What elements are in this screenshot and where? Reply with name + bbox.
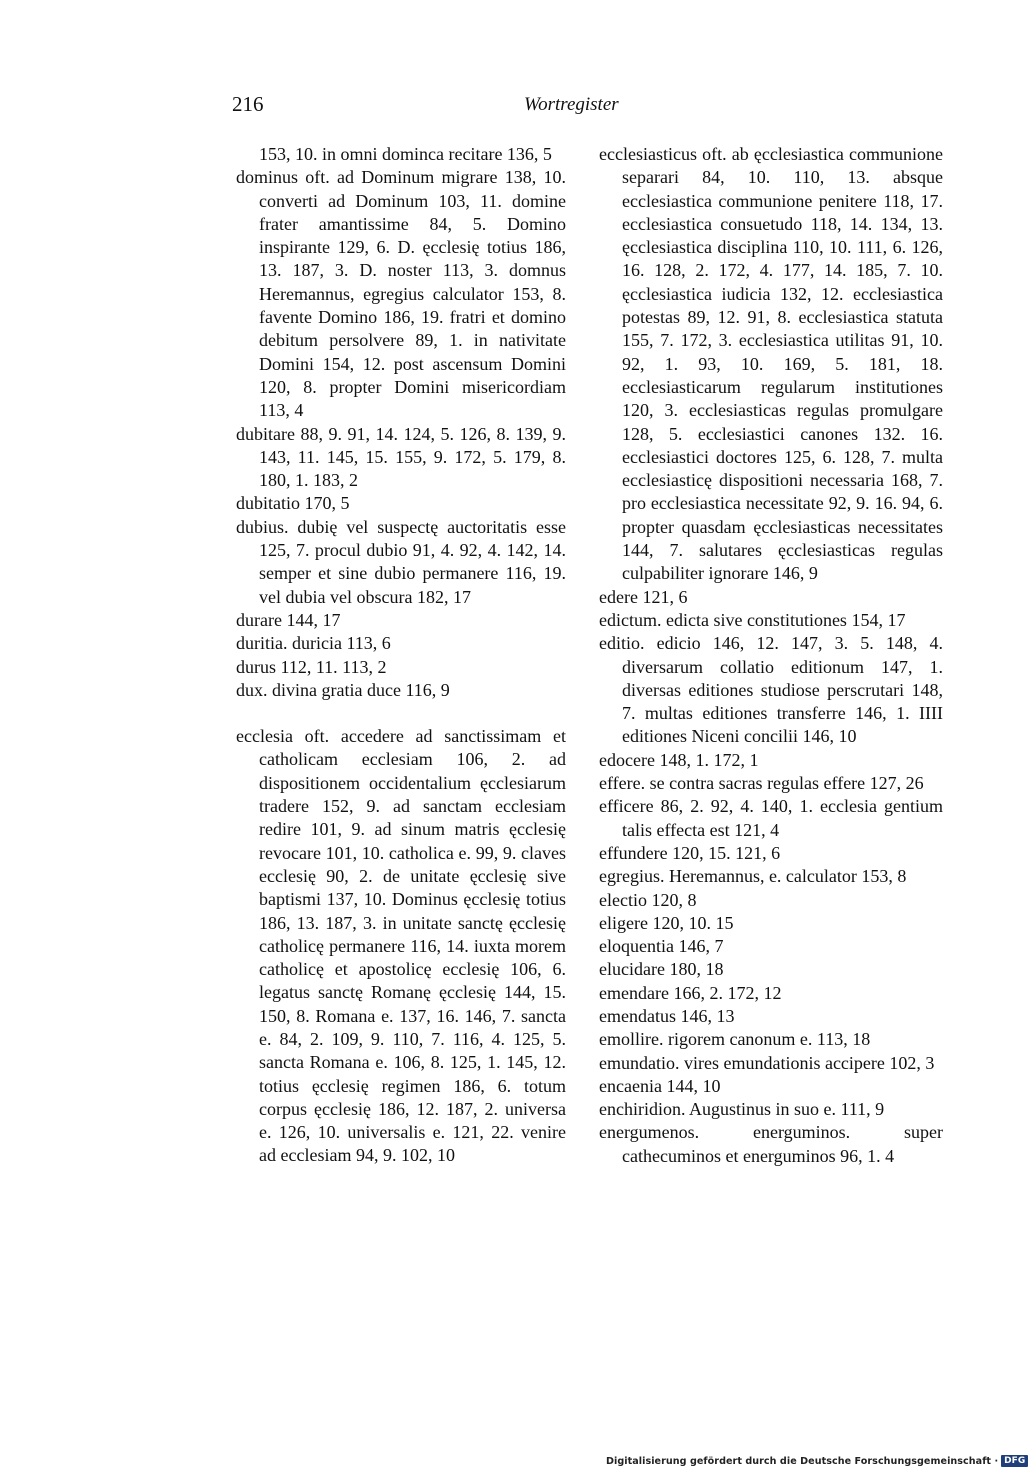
index-entry: eloquentia 146, 7 xyxy=(599,936,724,957)
index-entry: elucidare 180, 18 xyxy=(599,959,724,980)
index-entry: dubitatio 170, 5 xyxy=(236,493,350,514)
credit-text: Digitalisierung gefördert durch die Deutsche Forschungsgemeinschaft · xyxy=(606,1456,999,1467)
index-entry: duritia. duricia 113, 6 xyxy=(236,633,391,654)
index-entry: energumenos. energuminos. super cathecuminos et energuminos 96, 1. 4 xyxy=(599,1122,943,1166)
dfg-logo: DFG xyxy=(1001,1455,1028,1467)
index-entry: durare 144, 17 xyxy=(236,609,341,630)
index-entry: durus 112, 11. 113, 2 xyxy=(236,656,387,677)
index-entry: dominus oft. ad Dominum migrare 138, 10. converti ad Dominum 103, 11. domine frater amantissime 84, 5. Domino inspirante 129, 6. D. ęcclesię totius 186, 13. 187, 3. D. noster 113, 3. domnus Heremannus, egregius calculator 153, 8. favente Domino 186, 19. fratri et domino debitum persolvere 89, 1. in nativitate Domini 154, 12. post ascensum Domini 120, 8. propter Domini misericordiam 113, 4 xyxy=(236,167,566,421)
index-entry: effere. se contra sacras regulas effere 127, 26 xyxy=(599,773,924,794)
section-gap xyxy=(236,702,566,725)
index-entry: encaenia 144, 10 xyxy=(599,1075,721,1096)
index-entry: ecclesia oft. accedere ad sanctissimam et catholicam ecclesiam 106, 2. ad dispositionem occidentalium ęcclesiarum tradere 152, 9. ad sanctam ecclesiam redire 101, 9. ad sinum matris ęcclesię revocare 101, 10. catholica e. 99, 9. claves ecclesię 90, 2. de unitate ęcclesię sive baptismi 137, 10. Dominus ęcclesię totius 186, 13. 187, 3. in unitate sanctę ęcclesię catholicę permanere 116, 14. iuxta morem catholicę et apostolicę ecclesię 106, 6. legatus sanctę Romanę ęcclesię 144, 15. 150, 8. Romana e. 137, 16. 146, 7. sancta e. 84, 2. 109, 9. 110, 7. 116, 4. 125, 5. sancta Romana e. 106, 8. 125, 1. 145, 12. totius ęcclesię regimen 186, 6. totum corpus ęcclesię 186, 12. 187, 2. universa e. 126, 10. universalis e. 121, 22. venire ad ecclesiam 94, 9. 102, 10 xyxy=(236,726,566,1166)
index-entry: emollire. rigorem canonum e. 113, 18 xyxy=(599,1029,871,1050)
digitization-credit xyxy=(606,1455,1028,1467)
index-entry: editio. edicio 146, 12. 147, 3. 5. 148, 4. diversarum collatio editionum 147, 1. diversas editiones studiose perscrutari 148, 7. multas editiones transferre 146, 1. IIII editiones Niceni concilii 146, 10 xyxy=(599,633,943,747)
page-header xyxy=(0,92,1000,122)
page-number: 216 xyxy=(232,92,264,116)
index-entry: emendare 166, 2. 172, 12 xyxy=(599,982,782,1003)
index-column-right xyxy=(599,143,943,1168)
index-entry: dux. divina gratia duce 116, 9 xyxy=(236,679,450,700)
index-entry: edere 121, 6 xyxy=(599,586,688,607)
index-entry: emundatio. vires emundationis accipere 102, 3 xyxy=(599,1052,935,1073)
index-entry: edictum. edicta sive constitutiones 154, 17 xyxy=(599,609,906,630)
index-entry: ecclesiasticus oft. ab ęcclesiastica communione separari 84, 10. 110, 13. absque ecclesiastica communione penitere 118, 17. ecclesiastica consuetudo 118, 14. 134, 13. ęcclesiastica disciplina 110, 10. 111, 6. 126, 16. 128, 2. 172, 4. 177, 14. 185, 7. 10. ęcclesiastica iudicia 132, 12. ecclesiastica potestas 89, 12. 91, 8. ecclesiastica statuta 155, 7. 172, 3. ecclesiastica utilitas 91, 10. 92, 1. 93, 10. 169, 5. 181, 18. ecclesiasticarum regularum institutiones 120, 3. ecclesiasticas regulas promulgare 128, 5. ecclesiastici canones 132. 16. ecclesiastici doctores 125, 6. 128, 7. multa ecclesiasticę dispositioni necessaria 168, 7. pro ecclesiastica necessitate 92, 9. 16. 94, 6. propter quasdam ęcclesiasticas necessitates 144, 7. salutares ęcclesiasticas regulas culpabiliter ignorare 146, 9 xyxy=(599,144,943,584)
running-title: Wortregister xyxy=(524,94,619,115)
index-entry: effundere 120, 15. 121, 6 xyxy=(599,842,781,863)
index-entry: efficere 86, 2. 92, 4. 140, 1. ecclesia gentium talis effecta est 121, 4 xyxy=(599,796,943,840)
index-column-left xyxy=(236,143,566,1168)
index-entry: emendatus 146, 13 xyxy=(599,1005,735,1026)
index-entry: enchiridion. Augustinus in suo e. 111, 9 xyxy=(599,1099,885,1120)
index-entry: 153, 10. in omni dominca recitare 136, 5 xyxy=(259,144,552,164)
index-entry: dubius. dubię vel suspectę auctoritatis esse 125, 7. procul dubio 91, 4. 92, 4. 142, 14. semper et sine dubio permanere 116, 19. vel dubia vel obscura 182, 17 xyxy=(236,516,566,607)
index-entry: egregius. Heremannus, e. calculator 153, 8 xyxy=(599,866,907,887)
index-entry: electio 120, 8 xyxy=(599,889,697,910)
index-entry: edocere 148, 1. 172, 1 xyxy=(599,749,759,770)
index-entry: eligere 120, 10. 15 xyxy=(599,912,734,933)
index-entry: dubitare 88, 9. 91, 14. 124, 5. 126, 8. 139, 9. 143, 11. 145, 15. 155, 9. 172, 5. 179, 8. 180, 1. 183, 2 xyxy=(236,423,566,491)
